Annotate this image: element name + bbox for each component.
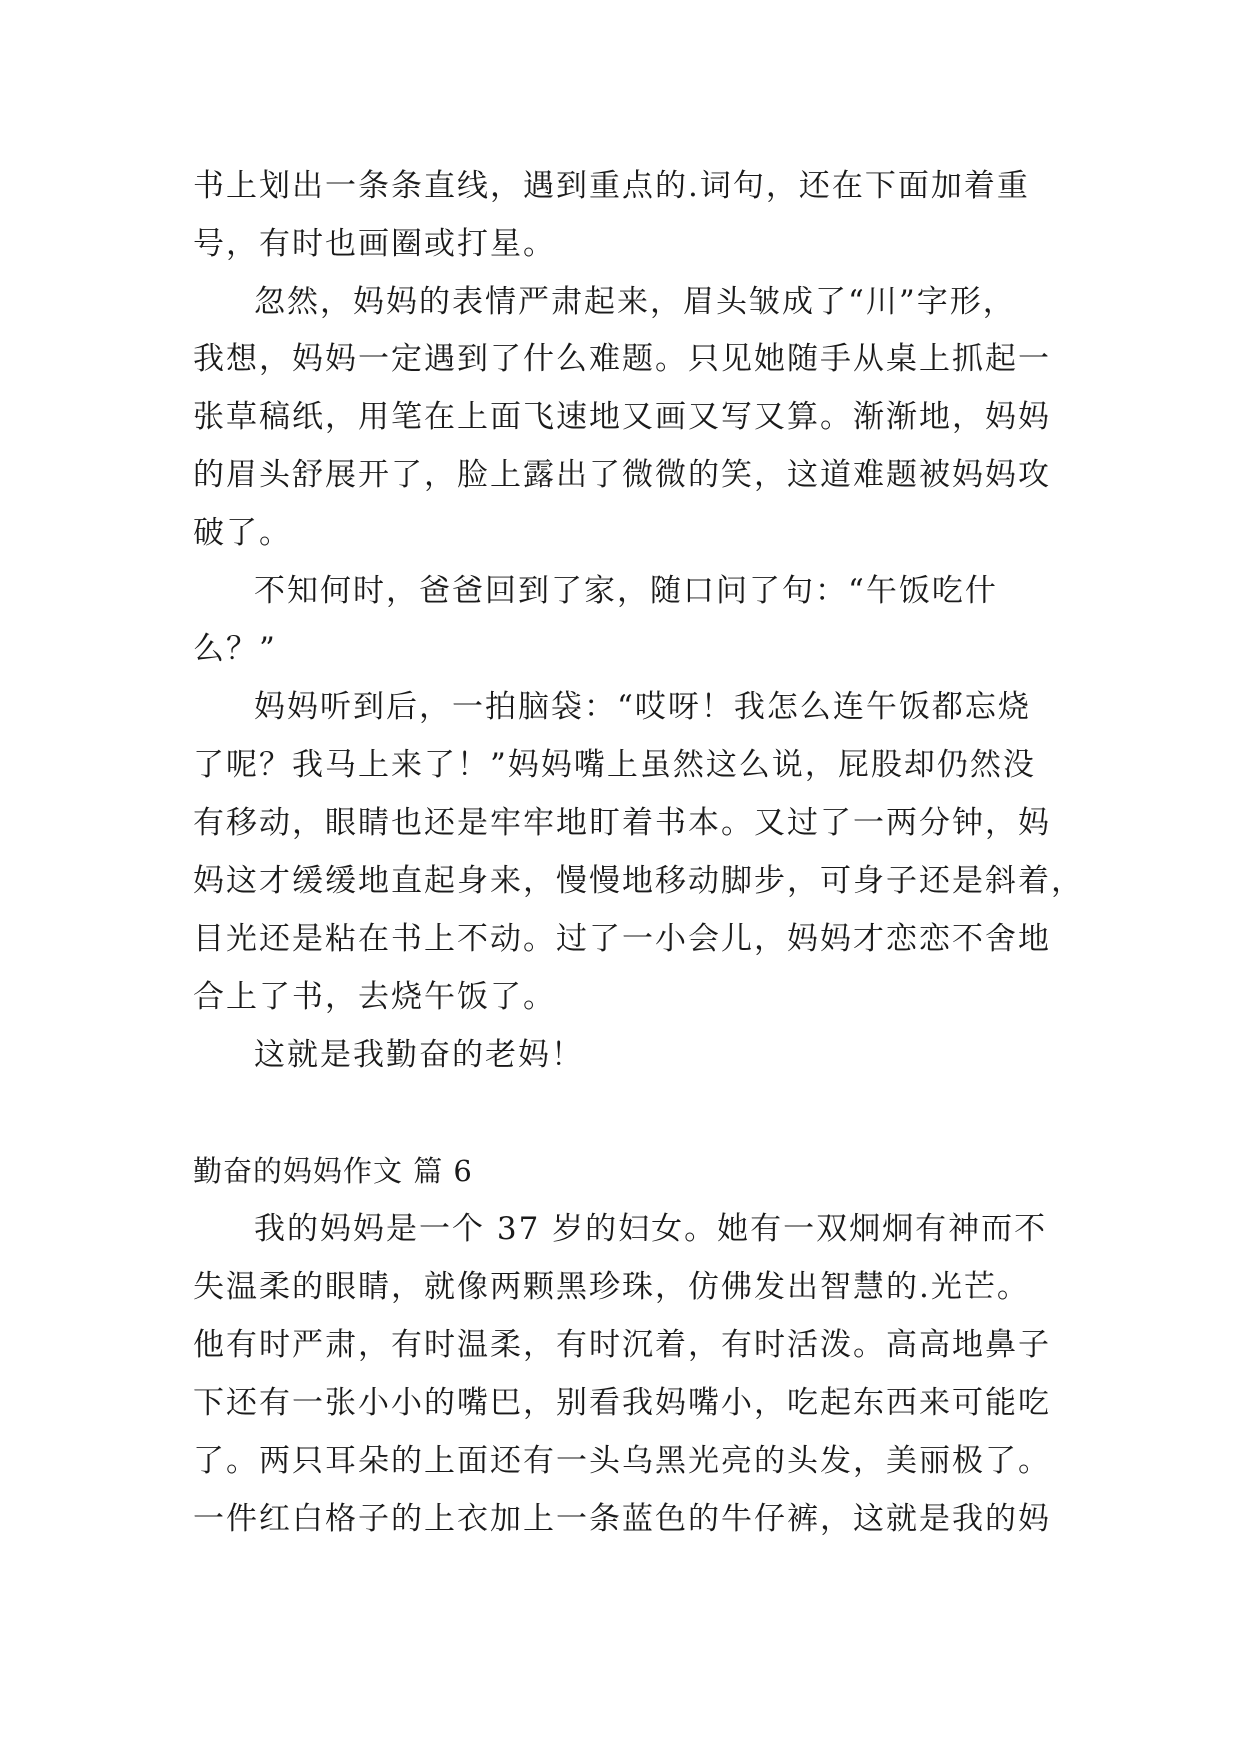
- paragraph-line: 么？”: [193, 631, 277, 667]
- paragraph-line: 一件红白格子的上衣加上一条蓝色的牛仔裤，这就是我的妈: [193, 1501, 1051, 1537]
- paragraph-line: 书上划出一条条直线，遇到重点的.词句，还在下面加着重: [193, 168, 1030, 204]
- paragraph-line: 不知何时，爸爸回到了家，随口问了句：“午饭吃什: [254, 573, 998, 609]
- section-title: 勤奋的妈妈作文 篇 6: [193, 1154, 473, 1188]
- paragraph-line: 他有时严肃，有时温柔，有时沉着，有时活泼。高高地鼻子: [193, 1327, 1051, 1363]
- paragraph-line: 号，有时也画圈或打星。: [193, 226, 556, 262]
- paragraph-line: 了。两只耳朵的上面还有一头乌黑光亮的头发，美丽极了。: [193, 1443, 1051, 1479]
- paragraph-line: 这就是我勤奋的老妈！: [254, 1037, 584, 1073]
- paragraph-line: 下还有一张小小的嘴巴，别看我妈嘴小，吃起东西来可能吃: [193, 1385, 1051, 1421]
- paragraph-line: 破了。: [193, 515, 292, 551]
- paragraph-line: 妈这才缓缓地直起身来，慢慢地移动脚步，可身子还是斜着，: [193, 863, 1084, 899]
- paragraph-line: 合上了书，去烧午饭了。: [193, 979, 556, 1015]
- paragraph-line: 我想，妈妈一定遇到了什么难题。只见她随手从桌上抓起一: [193, 341, 1051, 377]
- paragraph-line: 张草稿纸，用笔在上面飞速地又画又写又算。渐渐地，妈妈: [193, 399, 1051, 435]
- paragraph-line: 的眉头舒展开了，脸上露出了微微的笑，这道难题被妈妈攻: [193, 457, 1051, 493]
- paragraph-line: 目光还是粘在书上不动。过了一小会儿，妈妈才恋恋不舍地: [193, 921, 1051, 957]
- paragraph-line: 了呢？我马上来了！”妈妈嘴上虽然这么说，屁股却仍然没: [193, 747, 1036, 783]
- paragraph-line: 失温柔的眼睛，就像两颗黑珍珠，仿佛发出智慧的.光芒。: [193, 1269, 1030, 1305]
- paragraph-line: 我的妈妈是一个 37 岁的妇女。她有一双炯炯有神而不: [254, 1211, 1048, 1247]
- paragraph-line: 忽然，妈妈的表情严肃起来，眉头皱成了“川”字形，: [254, 284, 1016, 320]
- paragraph-line: 妈妈听到后，一拍脑袋：“哎呀！我怎么连午饭都忘烧: [254, 689, 1031, 725]
- paragraph-line: 有移动，眼睛也还是牢牢地盯着书本。又过了一两分钟，妈: [193, 805, 1051, 841]
